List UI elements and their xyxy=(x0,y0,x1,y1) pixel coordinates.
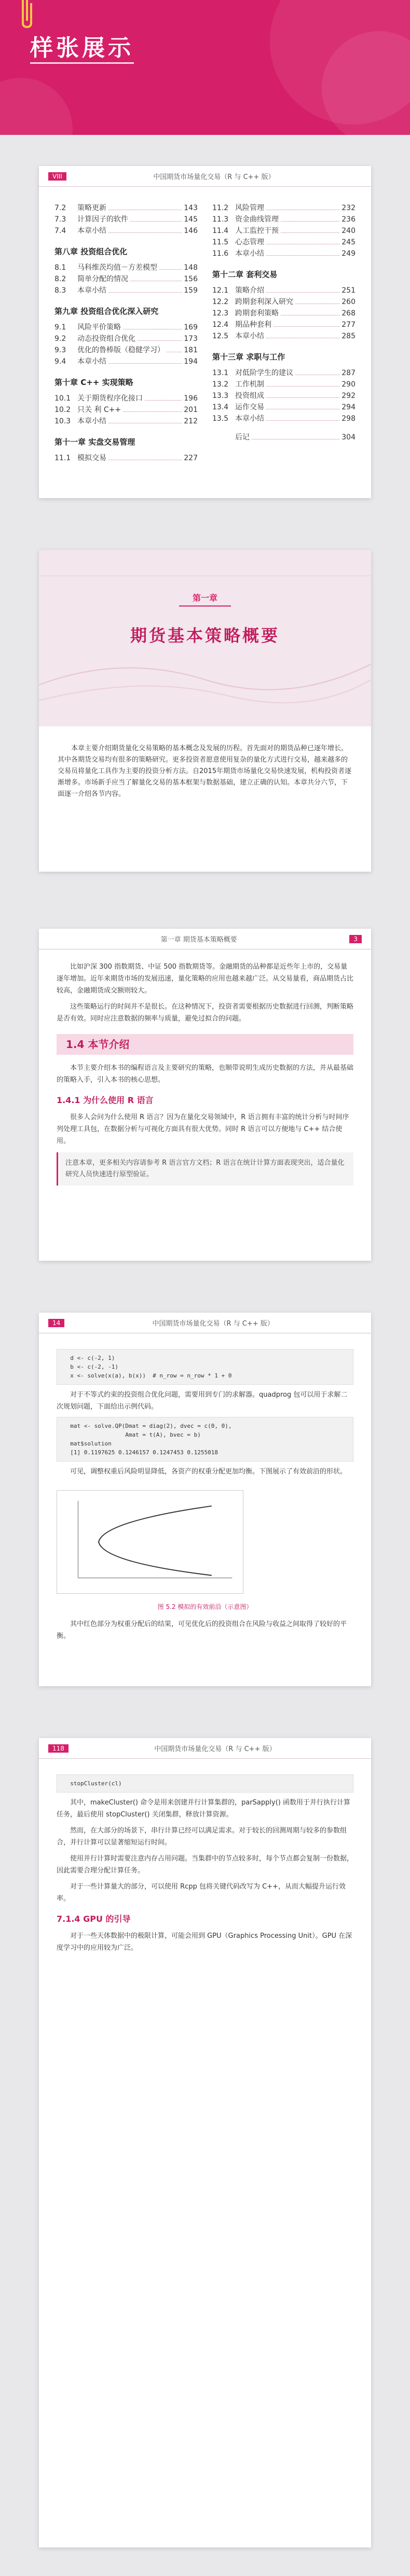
toc-entry[interactable] xyxy=(54,214,198,225)
toc-entry-label: 本章小结 xyxy=(77,227,106,235)
toc-entry-page: 285 xyxy=(341,332,356,340)
toc-entry-number: 11.6 xyxy=(212,250,229,258)
running-header xyxy=(39,929,371,949)
toc-spacer xyxy=(212,424,356,432)
toc-leader-dots xyxy=(266,386,339,387)
toc-leader-dots xyxy=(266,397,339,398)
toc-chapter-heading[interactable]: 第十一章 实盘交易管理 xyxy=(54,437,135,447)
paragraph: 其中红色部分为权重分配后的结果，可见优化后的投资组合在风险与收益之间取得了较好的平衡。 xyxy=(57,1620,347,1640)
toc-entry[interactable] xyxy=(54,345,198,356)
toc-entry[interactable] xyxy=(212,390,356,402)
toc-leader-dots xyxy=(159,269,182,270)
toc-entry-page: 159 xyxy=(184,286,198,295)
toc-entry-page: 277 xyxy=(341,321,356,329)
toc-entry-number: 12.2 xyxy=(212,298,229,306)
toc-leader-dots xyxy=(138,340,182,341)
paragraph: 对于不等式约束的投资组合优化问题，需要用到专门的求解器。quadprog 包可以用于求解二次规划问题，下面给出示例代码。 xyxy=(57,1391,348,1411)
toc-leader-dots xyxy=(108,232,182,233)
toc-entry-page: 298 xyxy=(341,415,356,423)
toc-entry-number: 7.4 xyxy=(54,227,66,235)
toc-entry-page: 169 xyxy=(184,323,198,332)
paragraph: 然而，在大部分的场景下，串行计算已经可以满足需求。对于较长的回测周期与较多的参数组合，并行计算可以显著缩短运行时间。 xyxy=(57,1827,347,1847)
toc-entry-page: 304 xyxy=(341,433,356,442)
frontier-curve xyxy=(99,1506,212,1576)
section-heading: 1.4 本节介绍 xyxy=(57,1034,353,1055)
chapter-banner xyxy=(39,550,371,726)
toc-entry-label: 跨期套利策略 xyxy=(235,309,279,318)
paragraph: 对于一些天体数据中的极限计算，可能会用到 GPU（Graphics Processing Unit）。GPU 在深度学习中的应用较为广泛。 xyxy=(57,1932,352,1952)
toc-entry[interactable] xyxy=(54,393,198,404)
toc-entry-number: 13.3 xyxy=(212,392,229,400)
toc-entry-number: 11.3 xyxy=(212,215,229,224)
toc-entry-page: 227 xyxy=(184,454,198,462)
toc-entry-number: 12.5 xyxy=(212,332,229,340)
toc-entry-page: 232 xyxy=(341,204,356,212)
toc-entry[interactable] xyxy=(54,225,198,237)
toc-entry-label: 投资组成 xyxy=(235,392,264,400)
toc-entry-label: 本章小结 xyxy=(77,417,106,425)
toc-entry-label: 本章小结 xyxy=(235,415,264,423)
toc-entry-page: 212 xyxy=(184,417,198,425)
paragraph: 比如沪深 300 指数期货、中证 500 指数期货等。金融期货的品种都是近些年上市的，交易量逐年增加。近年来期货市场的发展迅速，量化策略的应用也越来越广泛。从交易量看，商品期货占比较高，金融期货成交额则较大。 xyxy=(57,963,354,995)
toc-entry-number: 8.2 xyxy=(54,275,66,283)
toc-leader-dots xyxy=(145,400,182,401)
toc-entry-page: 156 xyxy=(184,275,198,283)
toc-leader-dots xyxy=(130,221,182,222)
toc-leader-dots xyxy=(281,221,339,222)
toc-leader-dots xyxy=(108,292,182,293)
toc-entry-page: 194 xyxy=(184,357,198,366)
toc-entry[interactable] xyxy=(212,225,356,237)
chapter-header: 第一章 期货基本策略概要 xyxy=(160,936,237,944)
toc-entry-number: 12.3 xyxy=(212,309,229,318)
toc-entry-label: 计算因子的软件 xyxy=(77,215,128,224)
toc-entry-label: 心态管理 xyxy=(235,238,264,246)
toc-entry-number: 9.3 xyxy=(54,346,66,354)
toc-entry-number: 13.5 xyxy=(212,415,229,423)
paragraph: 其中，makeCluster() 命令是用来创建并行计算集群的，parSapply() 函数用于并行执行计算任务，最后使用 stopCluster() 关闭集群，释放计算资源。 xyxy=(57,1799,350,1819)
toc-chapter-heading[interactable]: 第八章 投资组合优化 xyxy=(54,247,128,256)
toc-entry-page: 294 xyxy=(341,403,356,411)
toc-entry[interactable] xyxy=(212,285,356,296)
toc-entry-page: 143 xyxy=(184,204,198,212)
toc-entry-label: 本章小结 xyxy=(77,357,106,366)
toc-entry-label: 优化的鲁棒版（稳健学习） xyxy=(77,346,165,354)
paragraph: 可见，调整权重后风险明显降低，各资产的权重分配更加均衡。下图展示了有效前沿的形状。 xyxy=(70,1468,347,1476)
note-box: 注意本章，更多相关内容请参考 R 语言官方文档；R 语言在统计计算方面表现突出，适合量化研究人员快速进行原型验证。 xyxy=(57,1152,353,1186)
toc-entry[interactable] xyxy=(212,248,356,259)
toc-entry-label: 策略介绍 xyxy=(235,286,264,295)
paperclip-icon xyxy=(13,0,50,29)
toc-entry[interactable] xyxy=(212,202,356,214)
toc-entry[interactable] xyxy=(212,319,356,330)
code-block: stopCluster(cl) xyxy=(57,1774,353,1793)
toc-entry-number: 10.2 xyxy=(54,406,71,414)
toc-entry-label: 运作交易 xyxy=(235,403,264,411)
running-header xyxy=(39,166,371,187)
body-sheet-3 xyxy=(39,1738,371,2547)
code-block: d <- c(-2, 1) b <- c(-2, -1) x <- solve(x(a), b(x)) # n_row = n_row * 1 + 0 xyxy=(57,1349,353,1385)
toc-entry-page: 173 xyxy=(184,335,198,343)
chapter-opener-sheet xyxy=(39,550,371,872)
toc-entry[interactable] xyxy=(212,379,356,390)
toc-entry-number: 13.4 xyxy=(212,403,229,411)
toc-leader-dots xyxy=(266,292,339,293)
toc-entry-page: 148 xyxy=(184,264,198,272)
toc-leader-dots xyxy=(266,255,339,256)
paragraph: 对于一些计算量大的部分，可以使用 Rcpp 包将关键代码改写为 C++，从而大幅提升运行效率。 xyxy=(57,1883,346,1903)
frontier-figure xyxy=(57,1490,243,1594)
toc-entry-label: 动态投资组合优化 xyxy=(77,335,135,343)
toc-entry[interactable] xyxy=(54,273,198,285)
toc-entry-label: 本章小结 xyxy=(235,250,264,258)
toc-entry-page: 201 xyxy=(184,406,198,414)
page-number: 118 xyxy=(48,1744,69,1753)
title-underline xyxy=(30,62,134,64)
toc-entry[interactable] xyxy=(54,333,198,345)
toc-chapter-heading[interactable]: 第十二章 套利交易 xyxy=(212,270,278,279)
toc-entry[interactable] xyxy=(54,285,198,296)
code-block: mat <- solve.QP(Dmat = diag(2), dvec = c(0, 0), Amat = t(A), bvec = b) mat$solution [1] 0.1197625 0.1246157 0.1247453 0.1255018 xyxy=(57,1417,353,1462)
toc-entry[interactable] xyxy=(54,356,198,367)
toc-entry[interactable] xyxy=(212,402,356,413)
toc-entry[interactable] xyxy=(212,214,356,225)
toc-entry[interactable] xyxy=(54,452,198,464)
toc-entry-page: 287 xyxy=(341,369,356,377)
toc-entry-label: 本章小结 xyxy=(77,286,106,295)
toc-entry-page: 240 xyxy=(341,227,356,235)
paragraph: 使用并行计算时需要注意内存占用问题。当集群中的节点较多时，每个节点都会复制一份数据，因此需要合理分配计算任务。 xyxy=(57,1855,354,1875)
toc-entry[interactable] xyxy=(212,330,356,342)
toc-leader-dots xyxy=(108,363,182,364)
toc-entry-page: 260 xyxy=(341,298,356,306)
toc-entry[interactable] xyxy=(212,308,356,319)
toc-entry-page: 236 xyxy=(341,215,356,224)
page-number: 14 xyxy=(48,1319,64,1327)
toc-entry[interactable] xyxy=(212,413,356,424)
toc-leader-dots xyxy=(266,420,339,421)
toc-entry-label: 风险管理 xyxy=(235,204,264,212)
toc-sheet xyxy=(39,166,371,498)
toc-entry-page: 181 xyxy=(184,346,198,354)
toc-entry[interactable] xyxy=(212,237,356,248)
body-sheet-1 xyxy=(39,929,371,1261)
paragraph: 很多人会问为什么使用 R 语言？因为在量化交易领域中，R 语言拥有丰富的统计分析与时间序列处理工具包，在数据分析与可视化方面具有很大优势。同时 R 语言可以方便地与 C++ 结合使用。 xyxy=(57,1113,349,1145)
page-number: VIII xyxy=(48,172,66,181)
toc-entry[interactable] xyxy=(54,262,198,273)
toc-entry-label: 资金曲线管理 xyxy=(235,215,279,224)
running-header xyxy=(39,1738,371,1759)
toc-entry-label: 只关 利 C++ xyxy=(77,406,121,414)
toc-entry-number: 8.1 xyxy=(54,264,66,272)
toc-leader-dots xyxy=(281,232,339,233)
toc-entry-label: 本章小结 xyxy=(235,332,264,340)
toc-entry-page: 290 xyxy=(341,380,356,389)
book-title: 中国期货市场量化交易（R 与 C++ 版） xyxy=(153,173,275,181)
toc-entry-number: 11.2 xyxy=(212,204,229,212)
toc-entry-label: 风险平价策略 xyxy=(77,323,121,332)
toc-leader-dots xyxy=(123,411,182,412)
toc-chapter-heading[interactable]: 第九章 投资组合优化深入研究 xyxy=(54,307,159,316)
page-title: 样张展示 xyxy=(30,35,134,61)
toc-entry[interactable] xyxy=(54,322,198,333)
toc-entry[interactable] xyxy=(212,432,356,443)
toc-chapter-heading[interactable]: 第十章 C++ 实现策略 xyxy=(54,378,133,387)
toc-entry-number: 13.1 xyxy=(212,369,229,377)
toc-entry-number: 9.4 xyxy=(54,357,66,366)
toc-entry-page: 145 xyxy=(184,215,198,224)
toc-leader-dots xyxy=(274,326,339,327)
toc-entry-number: 12.1 xyxy=(212,286,229,295)
book-title: 中国期货市场量化交易（R 与 C++ 版） xyxy=(154,1745,276,1753)
toc-right-column xyxy=(212,202,356,464)
toc-entry-label: 策略更新 xyxy=(77,204,106,212)
toc-entry-number: 10.3 xyxy=(54,417,71,425)
chapter-title: 期货基本策略概要 xyxy=(130,626,280,645)
toc-entry-label: 后记 xyxy=(235,433,250,442)
toc-entry-label: 简单分配的情况 xyxy=(77,275,128,283)
toc-entry[interactable] xyxy=(54,404,198,416)
running-header xyxy=(39,1313,371,1333)
toc-entry-number: 7.3 xyxy=(54,215,66,224)
toc-chapter-heading[interactable]: 第十三章 求职与工作 xyxy=(212,352,285,362)
toc-entry-number: 9.2 xyxy=(54,335,66,343)
toc-entry[interactable] xyxy=(212,296,356,308)
toc-entry-label: 期品种套利 xyxy=(235,321,271,329)
toc-entry-number: 11.4 xyxy=(212,227,229,235)
subsection-heading: 7.1.4 GPU 的引导 xyxy=(57,1914,131,1924)
chapter-number: 第一章 xyxy=(179,591,231,607)
toc-entry-label: 关于期货程序化接口 xyxy=(77,394,143,403)
toc-entry-number: 11.1 xyxy=(54,454,71,462)
toc-entry-page: 268 xyxy=(341,309,356,318)
toc-entry-label: 人工监控干预 xyxy=(235,227,279,235)
toc-entry-number: 12.4 xyxy=(212,321,229,329)
body-sheet-2 xyxy=(39,1313,371,1686)
page-number: 3 xyxy=(349,935,362,943)
toc-entry-number: 10.1 xyxy=(54,394,71,403)
toc-entry-page: 245 xyxy=(341,238,356,246)
toc-entry-page: 249 xyxy=(341,250,356,258)
toc-entry[interactable] xyxy=(54,202,198,214)
paragraph: 本节主要介绍本书的编程语言及主要研究的策略，也顺带说明生成历史数据的方法，并从最基础的策略入手，引入本书的核心思想。 xyxy=(57,1064,354,1084)
toc-entry-label: 马科维茨均值－方差模型 xyxy=(77,264,157,272)
toc-entry-number: 13.2 xyxy=(212,380,229,389)
toc-entry-page: 196 xyxy=(184,394,198,403)
figure-caption: 图 5.2 模拟的有效前沿（示意图） xyxy=(157,1603,253,1610)
toc-entry[interactable] xyxy=(212,367,356,379)
toc-entry-label: 跨期套利深入研究 xyxy=(235,298,293,306)
book-title: 中国期货市场量化交易（R 与 C++ 版） xyxy=(152,1320,274,1328)
toc-entry-page: 146 xyxy=(184,227,198,235)
toc-entry-label: 模拟交易 xyxy=(77,454,106,462)
paragraph: 这些策略运行的时间并不是很长。在这种情况下，投资者需要根据历史数据进行回测，判断策略是否有效。同时应注意数据的频率与质量，避免过拟合的问题。 xyxy=(57,1003,354,1023)
chapter-intro: 本章主要介绍期货量化交易策略的基本概念及发展的历程。首先面对的期货品种已逐年增长。其中各期货交易均有很多的策略研究。更多投资者愿意使用复杂的量化方式进行交易，越来越多的交易员将量化工具作为主要的投资分析方法。自2015年期货市场量化交易快速发展，机构投资者逐渐增多。市场新手应当了解量化交易的基本框架与数据基础，建立正确的认知。本章共分六节，下面逐一介绍各节内容。 xyxy=(58,745,352,798)
toc-entry-number: 9.1 xyxy=(54,323,66,332)
toc-left-column xyxy=(54,202,198,464)
toc-entry-number: 7.2 xyxy=(54,204,66,212)
toc-entry[interactable] xyxy=(54,416,198,427)
subsection-heading: 1.4.1 为什么使用 R 语言 xyxy=(57,1095,154,1105)
toc-entry-page: 251 xyxy=(341,286,356,295)
toc-entry-page: 292 xyxy=(341,392,356,400)
toc-entry-number: 11.5 xyxy=(212,238,229,246)
toc-entry-label: 对低阶学生的建议 xyxy=(235,369,293,377)
toc-entry-number: 8.3 xyxy=(54,286,66,295)
hero-banner xyxy=(0,0,410,135)
toc-entry-label: 工作机制 xyxy=(235,380,264,389)
